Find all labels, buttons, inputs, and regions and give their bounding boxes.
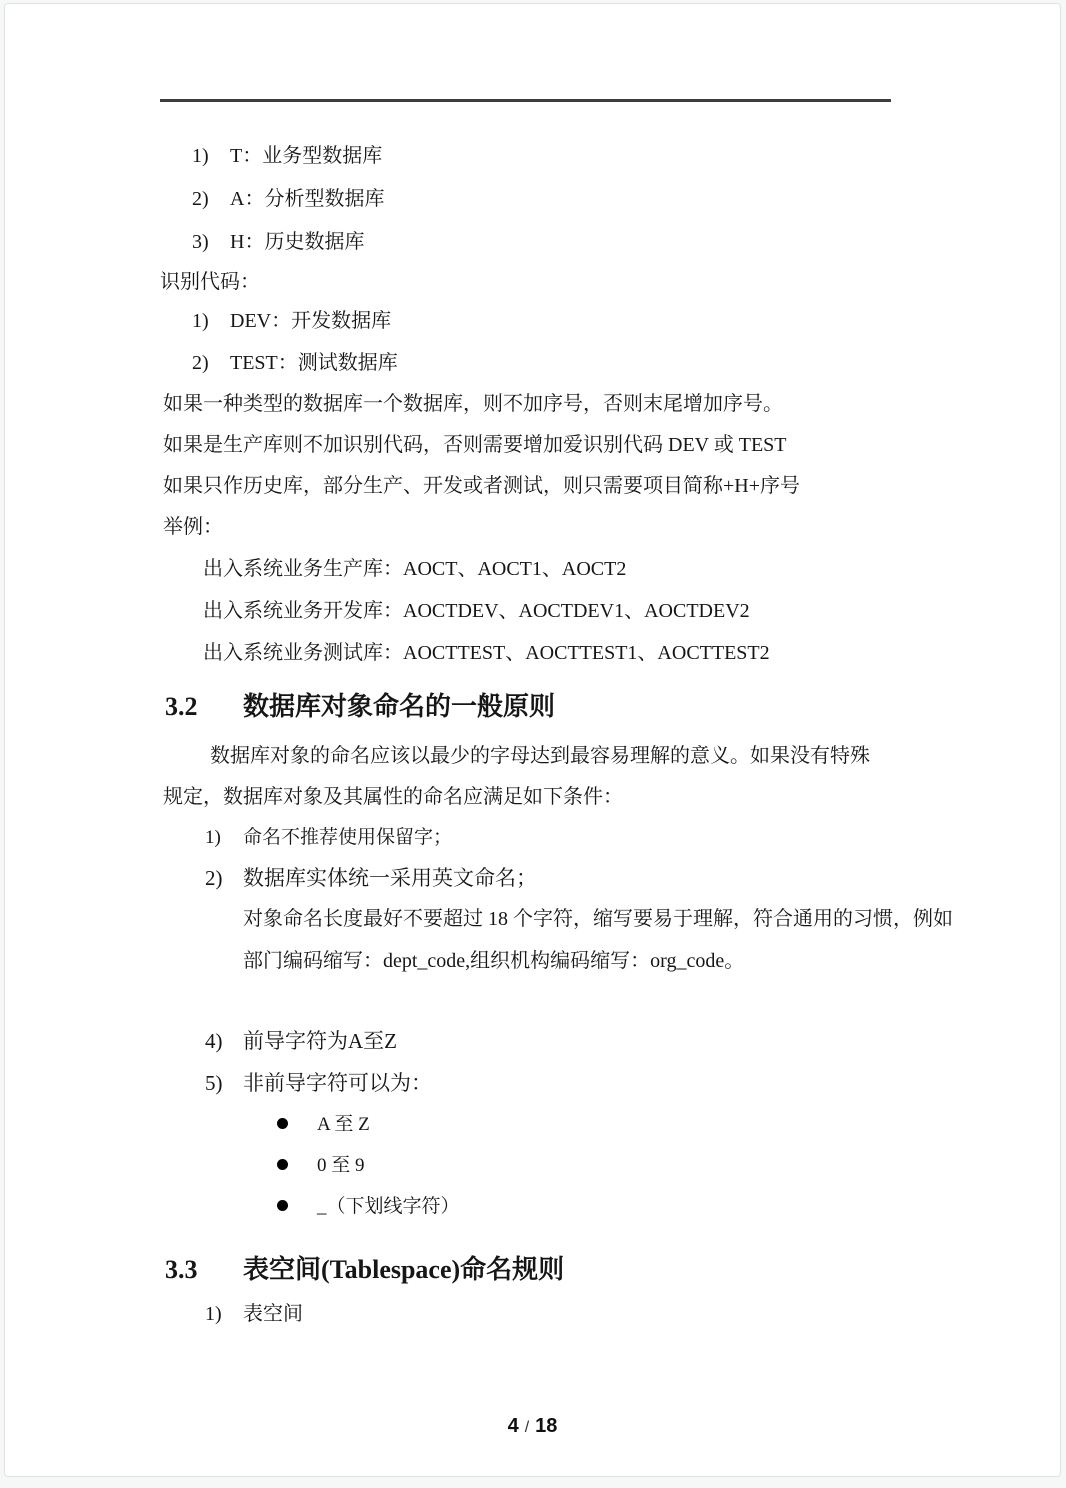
- list-item-number: 1): [192, 145, 209, 167]
- list-item-number: 5): [205, 1071, 223, 1095]
- list-item: [5, 858, 1060, 898]
- section-number: 3.3: [165, 1255, 198, 1284]
- list-item-number: 2): [205, 866, 223, 890]
- list-item-text: 表空间: [243, 1303, 303, 1325]
- list-item-number: 3): [192, 231, 209, 253]
- page-separator: /: [524, 1419, 530, 1436]
- list-item-text: 命名不推荐使用保留字；: [243, 827, 453, 848]
- list-item: [5, 135, 1060, 178]
- list-item-text: 前导字符为A至Z: [243, 1029, 397, 1053]
- paragraph: 数据库对象的命名应该以最少的字母达到最容易理解的意义。如果没有特殊: [210, 745, 870, 767]
- example-line: 出入系统业务生产库：AOCT、AOCT1、AOCT2: [203, 558, 627, 580]
- list-item: [5, 1020, 1060, 1062]
- list-item: [5, 221, 1060, 264]
- list-item-text: TEST：测试数据库: [230, 352, 398, 374]
- list-item-number: 4): [205, 1029, 223, 1053]
- footer-page-number: [5, 1405, 1060, 1447]
- list-item: [5, 818, 1060, 858]
- bullet-icon: [277, 1118, 288, 1129]
- paragraph: 如果一种类型的数据库一个数据库，则不加序号，否则末尾增加序号。: [163, 393, 783, 415]
- list-item-text: A：分析型数据库: [230, 188, 385, 210]
- note-line: 对象命名长度最好不要超过 18 个字符，缩写要易于理解，符合通用的习惯，例如: [243, 908, 953, 930]
- list-item-number: 2): [192, 352, 209, 374]
- section-heading-3-3: [5, 1247, 1060, 1291]
- list-item-text: H：历史数据库: [230, 231, 365, 253]
- paragraph: 如果只作历史库，部分生产、开发或者测试，则只需要项目简称+H+序号: [163, 475, 801, 497]
- list-item-text: DEV：开发数据库: [230, 310, 392, 332]
- bullet-item: [5, 1186, 1060, 1227]
- total-pages: 18: [535, 1415, 558, 1437]
- bullet-icon: [277, 1159, 288, 1170]
- list-item: [5, 1062, 1060, 1104]
- list-item: [5, 178, 1060, 221]
- bullet-text: _（下划线字符）: [317, 1196, 460, 1217]
- list-item: [5, 300, 1060, 342]
- note-line: 部门编码缩写：dept_code,组织机构编码缩写：org_code。: [243, 950, 745, 972]
- example-line: 出入系统业务测试库：AOCTTEST、AOCTTEST1、AOCTTEST2: [203, 642, 770, 664]
- bullet-item: [5, 1104, 1060, 1145]
- bullet-icon: [277, 1200, 288, 1211]
- section-number: 3.2: [165, 692, 198, 721]
- list-item: [5, 1293, 1060, 1335]
- list-item-number: 1): [205, 827, 221, 848]
- paragraph: 举例：: [163, 516, 223, 538]
- document-page: [4, 3, 1061, 1477]
- paragraph: 规定，数据库对象及其属性的命名应满足如下条件：: [163, 786, 623, 808]
- list-item-text: T：业务型数据库: [230, 145, 383, 167]
- section-title: 数据库对象命名的一般原则: [243, 691, 556, 721]
- example-line: 出入系统业务开发库：AOCTDEV、AOCTDEV1、AOCTDEV2: [203, 600, 750, 622]
- list-item-text: 非前导字符可以为：: [243, 1071, 432, 1095]
- page-content: [5, 4, 1060, 1335]
- section-title: 表空间(Tablespace)命名规则: [243, 1254, 565, 1284]
- paragraph: 如果是生产库则不加识别代码，否则需要增加爱识别代码 DEV 或 TEST: [163, 434, 787, 456]
- section-heading-3-2: [5, 684, 1060, 728]
- current-page: 4: [507, 1415, 519, 1437]
- list-item-text: 数据库实体统一采用英文命名；: [243, 866, 537, 890]
- list-item-number: 1): [205, 1303, 222, 1325]
- list-item-number: 2): [192, 188, 209, 210]
- bullet-text: 0 至 9: [317, 1155, 365, 1176]
- list-item-number: 1): [192, 310, 209, 332]
- paragraph: 识别代码：: [160, 271, 260, 293]
- bullet-item: [5, 1145, 1060, 1186]
- list-item: [5, 342, 1060, 384]
- bullet-text: A 至 Z: [317, 1114, 370, 1135]
